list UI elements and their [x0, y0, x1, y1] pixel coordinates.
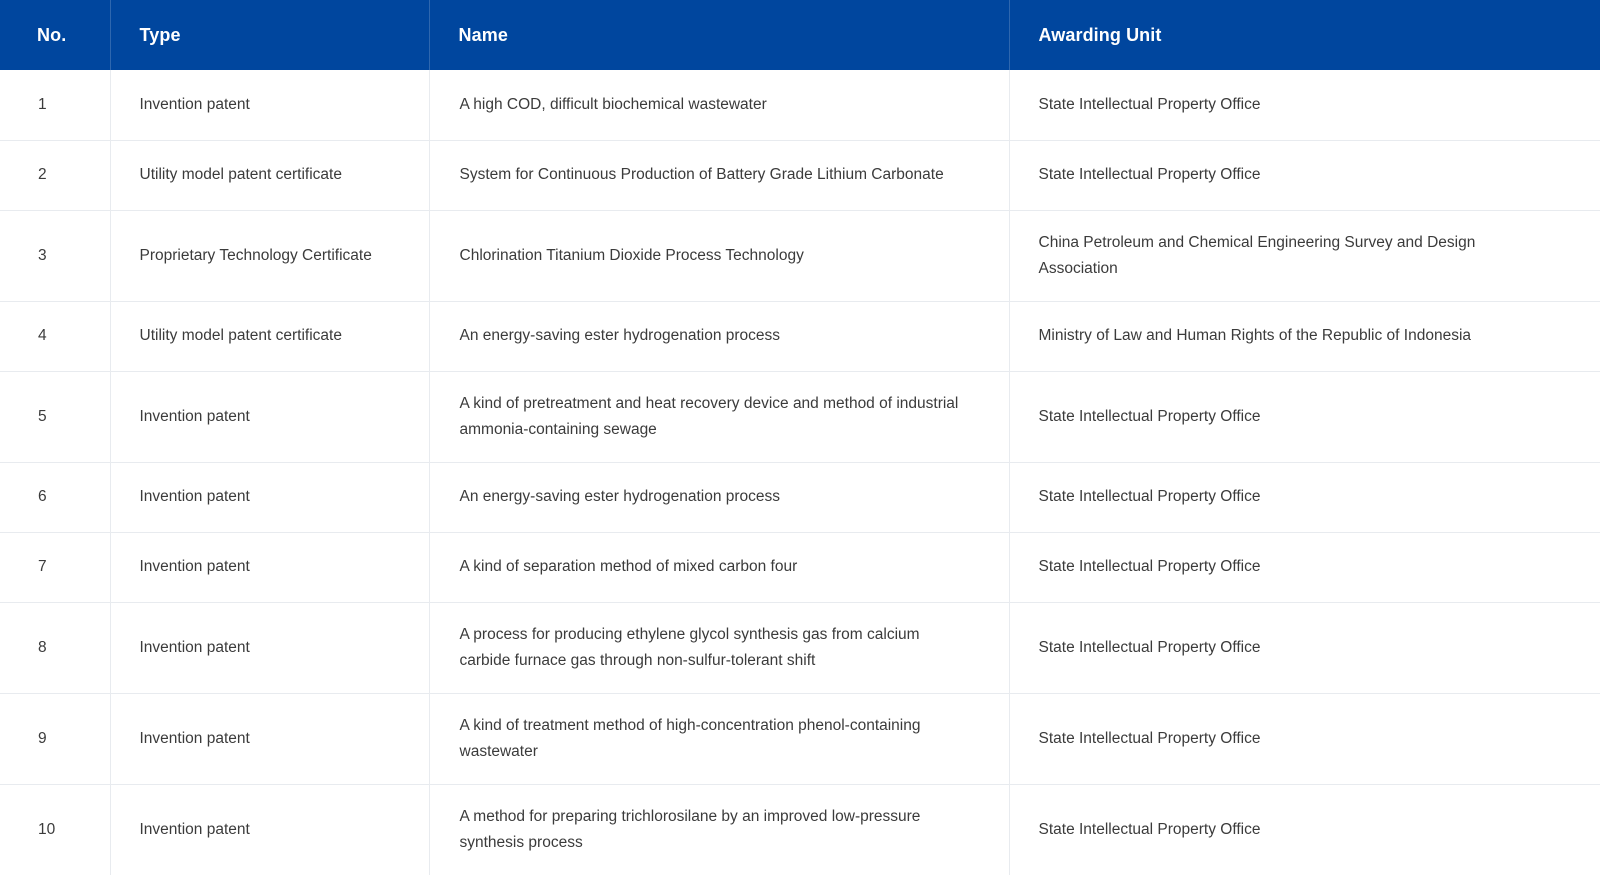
- cell-type: Invention patent: [110, 693, 429, 784]
- cell-no: 1: [0, 70, 110, 140]
- cell-no: 4: [0, 301, 110, 371]
- table-row: [0, 70, 1600, 140]
- cell-no: 8: [0, 602, 110, 693]
- column-header-type: Type: [110, 0, 429, 70]
- cell-no: 5: [0, 371, 110, 462]
- cell-awarding-unit: State Intellectual Property Office: [1009, 140, 1600, 210]
- cell-no: 10: [0, 784, 110, 875]
- cell-name: System for Continuous Production of Battery Grade Lithium Carbonate: [429, 140, 1009, 210]
- table-row: [0, 532, 1600, 602]
- cell-type: Invention patent: [110, 784, 429, 875]
- cell-name: A method for preparing trichlorosilane by an improved low-pressure synthesis process: [429, 784, 1009, 875]
- cell-type: Invention patent: [110, 371, 429, 462]
- cell-name: A kind of treatment method of high-concentration phenol-containing wastewater: [429, 693, 1009, 784]
- cell-name: A kind of separation method of mixed carbon four: [429, 532, 1009, 602]
- cell-type: Utility model patent certificate: [110, 301, 429, 371]
- cell-awarding-unit: State Intellectual Property Office: [1009, 70, 1600, 140]
- cell-awarding-unit: State Intellectual Property Office: [1009, 693, 1600, 784]
- cell-type: Proprietary Technology Certificate: [110, 210, 429, 301]
- cell-awarding-unit: State Intellectual Property Office: [1009, 532, 1600, 602]
- cell-name: An energy-saving ester hydrogenation process: [429, 301, 1009, 371]
- cell-name: An energy-saving ester hydrogenation process: [429, 462, 1009, 532]
- cell-awarding-unit: State Intellectual Property Office: [1009, 371, 1600, 462]
- table-row: [0, 140, 1600, 210]
- table-row: [0, 602, 1600, 693]
- table-row: [0, 301, 1600, 371]
- column-header-awarding-unit: Awarding Unit: [1038, 24, 1162, 45]
- cell-type: Invention patent: [110, 532, 429, 602]
- cell-awarding-unit: State Intellectual Property Office: [1009, 462, 1600, 532]
- cell-no: 3: [0, 210, 110, 301]
- cell-awarding-unit: Ministry of Law and Human Rights of the Republic of Indonesia: [1009, 301, 1600, 371]
- cell-name: A high COD, difficult biochemical wastewater: [429, 70, 1009, 140]
- table-row: [0, 784, 1600, 875]
- table-row: [0, 693, 1600, 784]
- cell-no: 9: [0, 693, 110, 784]
- cell-name: A kind of pretreatment and heat recovery device and method of industrial ammonia-containing sewage: [429, 371, 1009, 462]
- cell-no: 2: [0, 140, 110, 210]
- cell-no: 7: [0, 532, 110, 602]
- cell-type: Utility model patent certificate: [110, 140, 429, 210]
- cell-name: Chlorination Titanium Dioxide Process Technology: [429, 210, 1009, 301]
- cell-type: Invention patent: [110, 70, 429, 140]
- table-row: [0, 210, 1600, 301]
- cell-name: A process for producing ethylene glycol synthesis gas from calcium carbide furnace gas through non-sulfur-tolerant shift: [429, 602, 1009, 693]
- column-header-name: Name: [429, 0, 1009, 70]
- cell-awarding-unit: State Intellectual Property Office: [1009, 602, 1600, 693]
- table-header-row: [0, 0, 1600, 70]
- table-row: [0, 371, 1600, 462]
- column-header-no: No.: [0, 0, 110, 70]
- cell-type: Invention patent: [110, 602, 429, 693]
- cell-awarding-unit: China Petroleum and Chemical Engineering Survey and Design Association: [1009, 210, 1600, 301]
- cell-awarding-unit: State Intellectual Property Office: [1038, 820, 1261, 838]
- cell-no: 6: [0, 462, 110, 532]
- cell-type: Invention patent: [110, 462, 429, 532]
- table-row: [0, 462, 1600, 532]
